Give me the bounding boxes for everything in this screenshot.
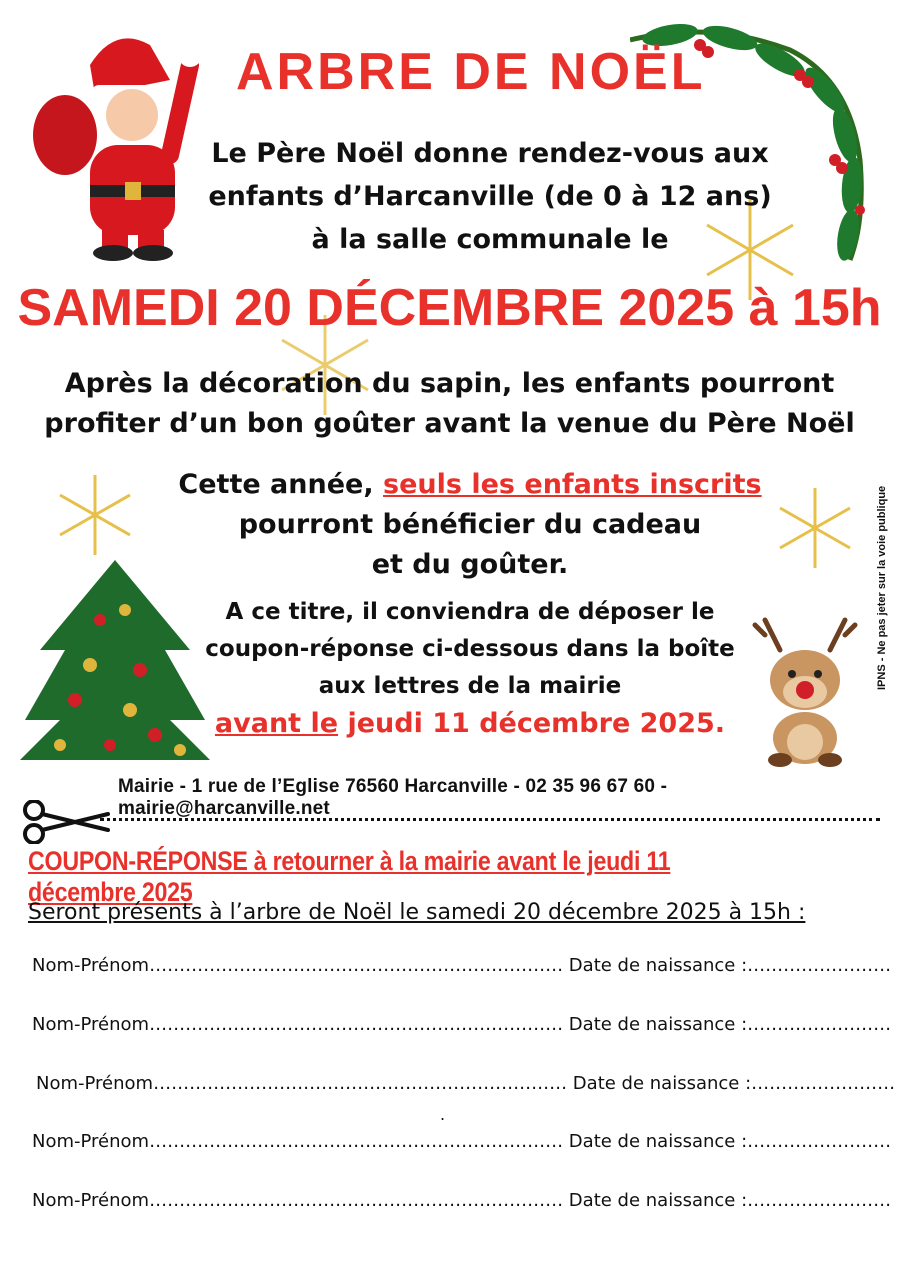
stray-dot: . <box>440 1105 446 1124</box>
coupon-title: COUPON-RÉPONSE à retourner à la mairie avant le jeudi 11 décembre 2025 <box>28 846 671 907</box>
notice-highlight: seuls les enfants inscrits <box>383 469 762 500</box>
contact-info: Mairie - 1 rue de l’Eglise 76560 Harcanville - 02 35 96 67 60 - mairie@harcanville.net <box>118 776 668 819</box>
intro-line: à la salle communale le <box>311 224 669 255</box>
coupon-row[interactable]: Nom-Prénom…………………………………………………………… Date de naissance :…………………… <box>36 1073 896 1094</box>
intro-text <box>190 132 790 261</box>
instructions-text <box>170 594 770 705</box>
intro-line: enfants d’Harcanville (de 0 à 12 ans) <box>208 181 772 212</box>
instructions-line: A ce titre, il conviendra de déposer le <box>225 599 715 625</box>
coupon-row[interactable]: Nom-Prénom…………………………………………………………… Date de naissance :…………………… <box>32 955 892 976</box>
notice-line <box>140 465 800 505</box>
notice-line: pourront bénéficier du cadeau <box>238 509 702 540</box>
instructions-line: coupon-réponse ci-dessous dans la boîte <box>205 636 735 662</box>
cut-line <box>100 808 880 821</box>
coupon-row[interactable]: Nom-Prénom…………………………………………………………… Date de naissance :…………………… <box>32 1131 892 1152</box>
activity-line: Après la décoration du sapin, les enfants pourront <box>64 368 835 399</box>
instructions-line: aux lettres de la mairie <box>318 673 622 699</box>
coupon-row[interactable]: Nom-Prénom…………………………………………………………… Date de naissance :…………………… <box>32 1190 892 1211</box>
event-date: SAMEDI 20 DÉCEMBRE 2025 à 15h <box>17 279 882 337</box>
page-title: ARBRE DE NOËL <box>236 43 706 101</box>
activity-line: profiter d’un bon goûter avant la venue du Père Noël <box>44 408 855 439</box>
scissors-icon <box>20 800 110 844</box>
notice-text <box>140 465 800 585</box>
coupon-row[interactable]: Nom-Prénom…………………………………………………………… Date de naissance :…………………… <box>32 1014 892 1035</box>
notice-prefix: Cette année, <box>178 469 384 500</box>
ipns-notice: IPNS - Ne pas jeter sur la voie publique <box>876 485 888 690</box>
intro-line: Le Père Noël donne rendez-vous aux <box>211 138 769 169</box>
activity-text <box>0 364 899 444</box>
deadline-underlined: avant le <box>214 708 339 739</box>
deadline-text <box>170 708 770 739</box>
santa-claus-image <box>20 25 200 265</box>
notice-line: et du goûter. <box>371 549 569 580</box>
snowflake-icon <box>50 470 140 560</box>
deadline-rest: jeudi 11 décembre 2025. <box>338 708 726 739</box>
coupon-presents-label: Seront présents à l’arbre de Noël le samedi 20 décembre 2025 à 15h : <box>28 900 806 925</box>
